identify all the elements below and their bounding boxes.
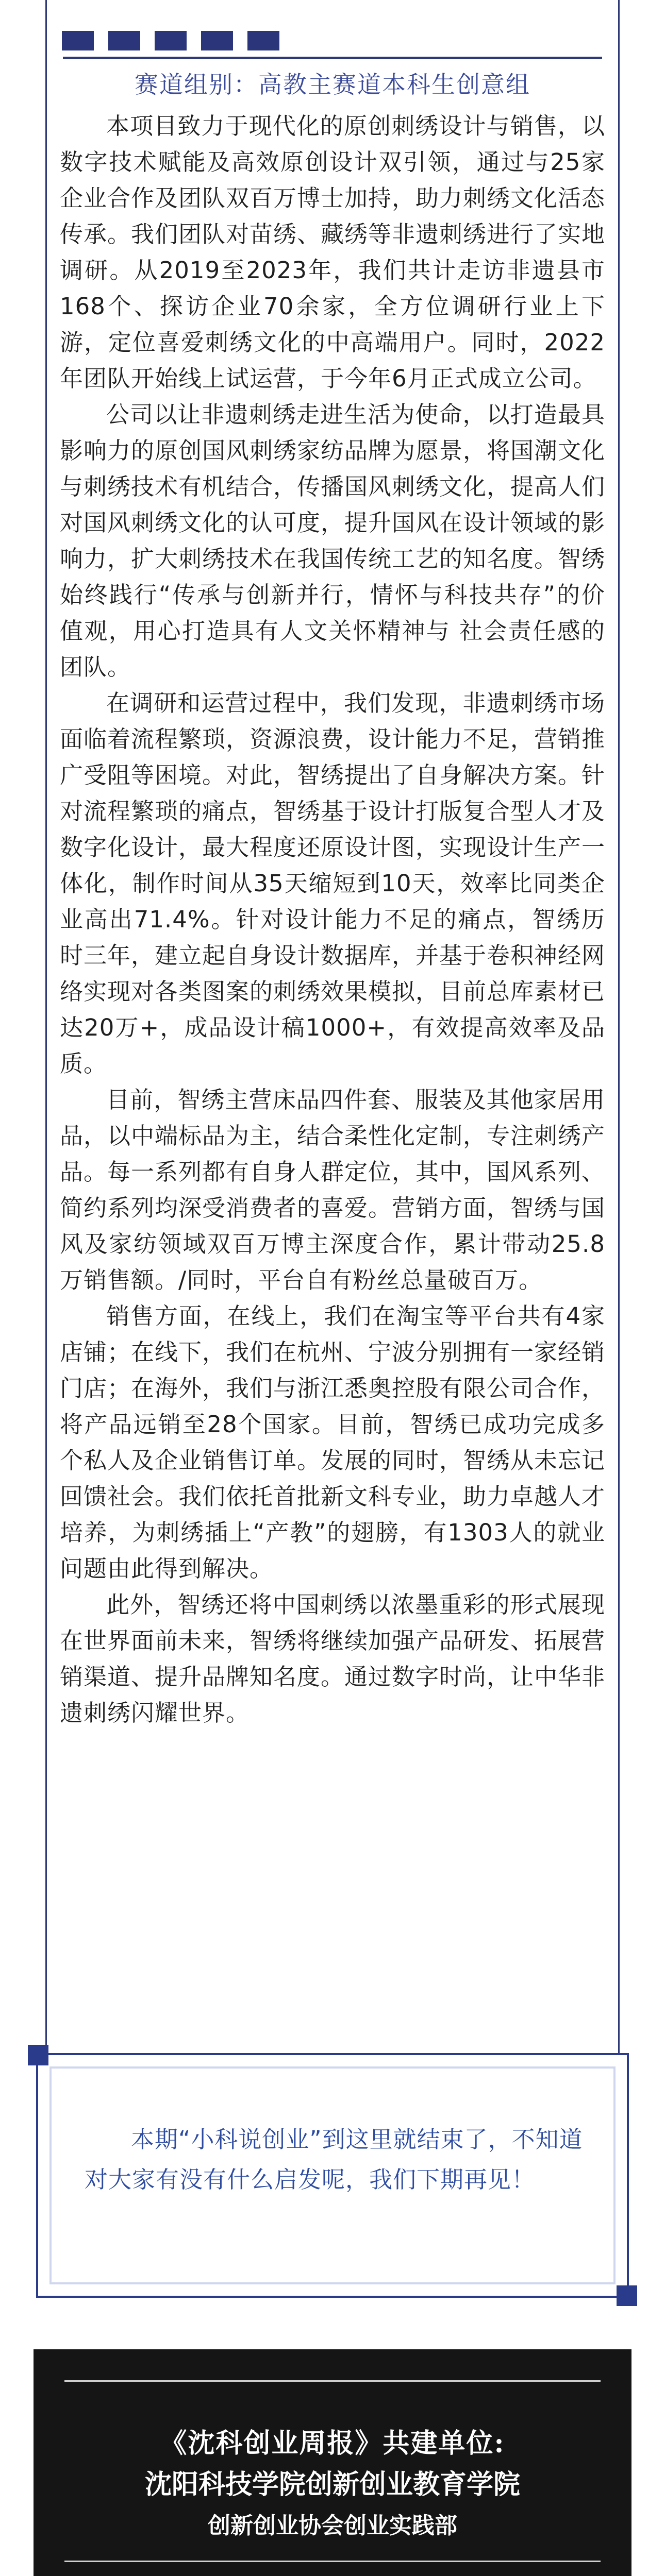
org-secondary: 创新创业协会创业实践部 bbox=[208, 2513, 457, 2539]
track-group-label: 赛道组别：高教主赛道本科生创意组 bbox=[135, 71, 530, 98]
closing-note-text: 本期“小科说创业”到这里就结束了，不知道对大家有没有什么启发呢，我们下期再见！ bbox=[85, 2126, 583, 2193]
closing-note-box bbox=[36, 2053, 629, 2298]
header-decoration bbox=[62, 31, 279, 50]
article-paragraph: 销售方面，在线上，我们在淘宝等平台共有4家店铺；在线下，我们在杭州、宁波分别拥有一家经销门店；在海外，我们与浙江悉奥控股有限公司合作，将产品远销至28个国家。目前，智绣已成功完成多个私人及企业销售订单。发展的同时，智绣从未忘记回馈社会。我们依托首批新文科专业，助力卓越人才培养，为刺绣插上“产教”的翅膀，有1303人的就业问题由此得到解决。 bbox=[60, 1302, 606, 1582]
article-body bbox=[60, 108, 605, 1731]
square-block bbox=[108, 31, 140, 50]
org-primary: 沈阳科技学院创新创业教育学院 bbox=[144, 2469, 520, 2500]
square-block bbox=[247, 31, 279, 50]
weekly-title: 《沈科创业周报》共建单位: bbox=[160, 2428, 505, 2459]
article-paragraph: 公司以让非遗刺绣走进生活为使命，以打造最具影响力的原创国风刺绣家纺品牌为愿景，将国潮文化与刺绣技术有机结合，传播国风刺绣文化，提高人们对国风刺绣文化的认可度，提升国风在设计领域的影响力，扩大刺绣技术在我国传统工艺的知名度。智绣始终践行“传承与创新并行，情怀与科技共存”的价值观，用心打造具有人文关怀精神与 社会责任感的团队。 bbox=[60, 401, 606, 681]
footer-divider-top bbox=[64, 2380, 601, 2382]
corner-accent bbox=[617, 2285, 637, 2306]
square-block bbox=[201, 31, 233, 50]
article-paragraph: 目前，智绣主营床品四件套、服装及其他家居用品，以中端标品为主，结合柔性化定制，专注刺绣产品。每一系列都有自身人群定位，其中，国风系列、简约系列均深受消费者的喜爱。营销方面，智绣与国风及家纺领域双百万博主深度合作，累计带动25.8万销售额。/同时，平台自有粉丝总量破百万。 bbox=[60, 1086, 606, 1294]
header-rule bbox=[63, 57, 602, 59]
square-block bbox=[62, 31, 94, 50]
article-paragraph: 此外，智绣还将中国刺绣以浓墨重彩的形式展现在世界面前未来，智绣将继续加强产品研发、拓展营销渠道、提升品牌知名度。通过数字时尚，让中华非遗刺绣闪耀世界。 bbox=[60, 1591, 606, 1726]
footer-divider-bottom bbox=[64, 2561, 601, 2562]
corner-accent bbox=[28, 2045, 48, 2065]
article-paragraph: 在调研和运营过程中，我们发现，非遗刺绣市场面临着流程繁琐，资源浪费，设计能力不足，营销推广受阻等困境。对此，智绣提出了自身解决方案。针对流程繁琐的痛点，智绣基于设计打版复合型人才及数字化设计，最大程度还原设计图，实现设计生产一体化，制作时间从35天缩短到10天，效率比同类企业高出71.4%。针对设计能力不足的痛点，智绣历时三年，建立起自身设计数据库，并基于卷积神经网络实现对各类图案的刺绣效果模拟，目前总库素材已达20万+，成品设计稿1000+，有效提高效率及品质。 bbox=[60, 689, 606, 1077]
square-block bbox=[155, 31, 187, 50]
article-paragraph: 本项目致力于现代化的原创刺绣设计与销售，以数字技术赋能及高效原创设计双引领，通过与25家企业合作及团队双百万博士加持，助力刺绣文化活态传承。我们团队对苗绣、藏绣等非遗刺绣进行了实地调研。从2019至2023年，我们共计走访非遗县市168个、探访企业70余家，全方位调研行业上下游，定位喜爱刺绣文化的中高端用户。同时，2022年团队开始线上试运营，于今年6月正式成立公司。 bbox=[60, 112, 606, 392]
footer-card bbox=[34, 2349, 631, 2576]
